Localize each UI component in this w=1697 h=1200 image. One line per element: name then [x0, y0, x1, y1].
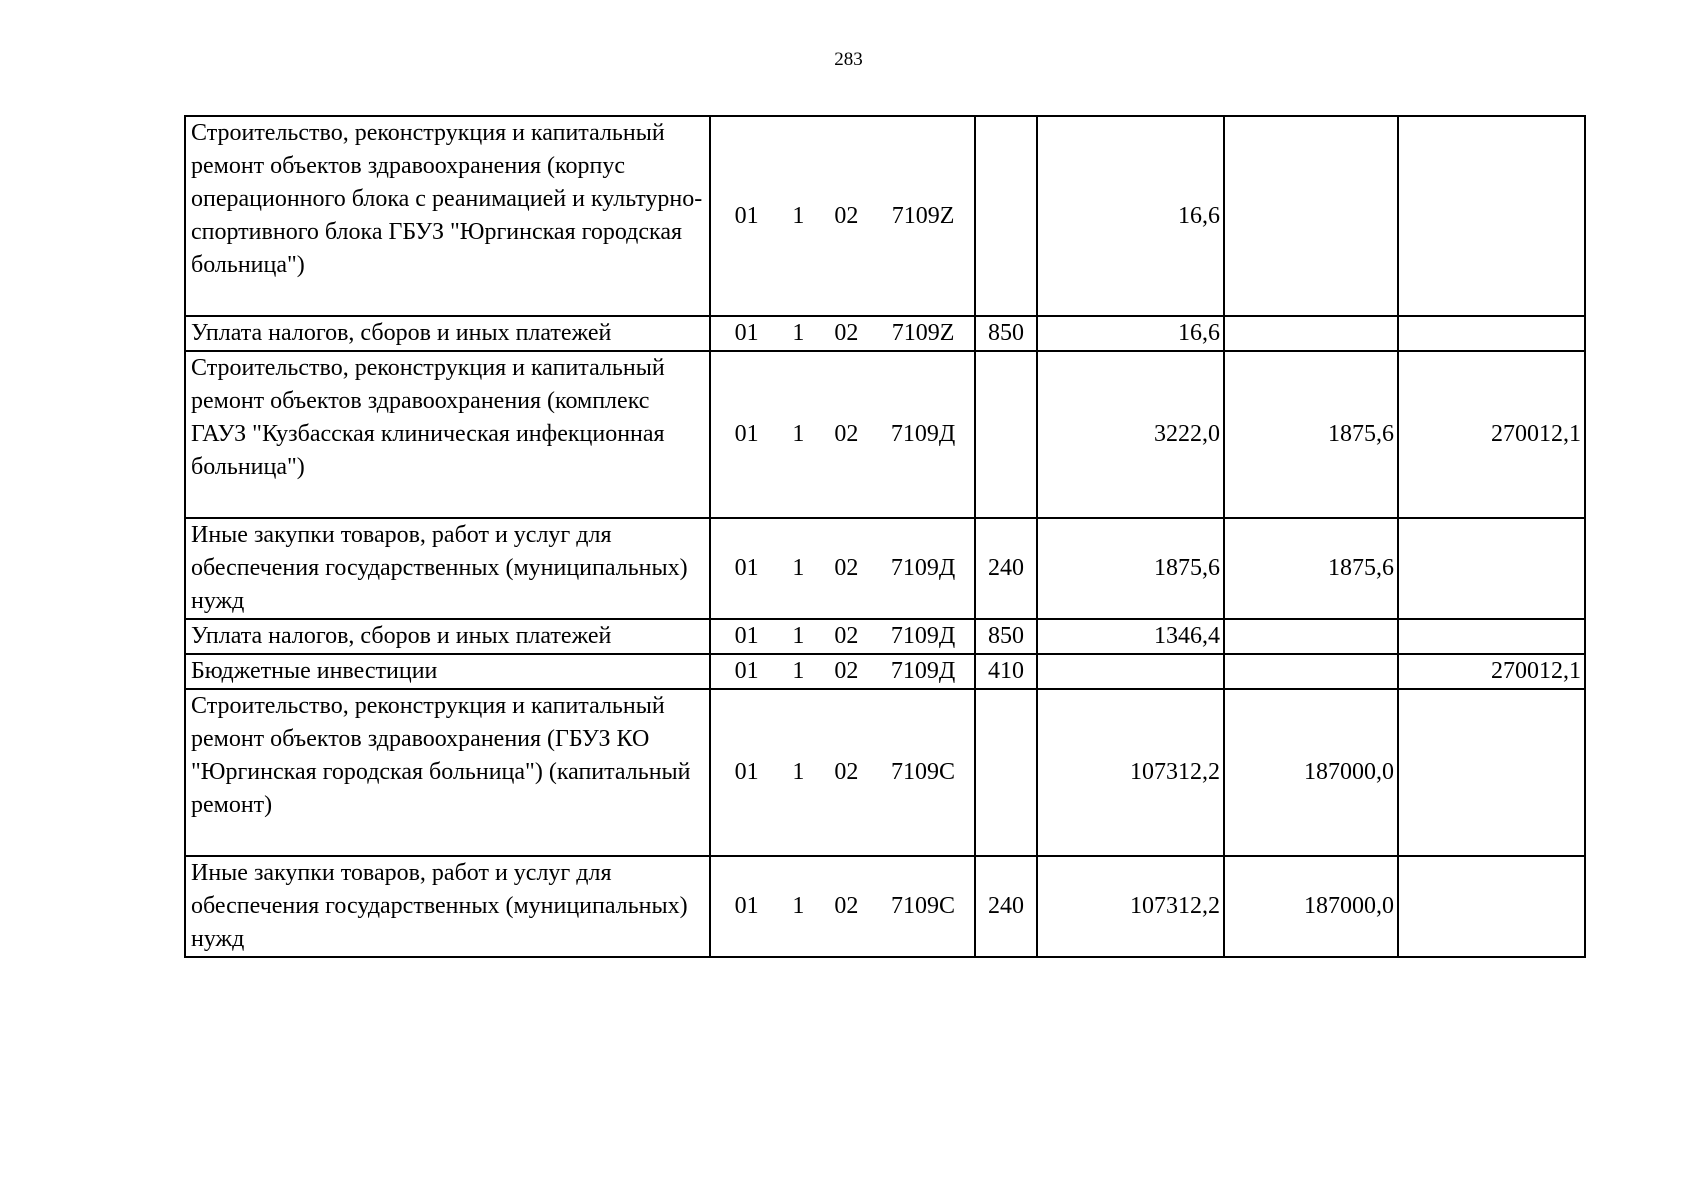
row-codes: [710, 619, 975, 654]
amount-year-2: 1875,6: [1224, 351, 1398, 518]
amount-year-2: 1875,6: [1224, 518, 1398, 619]
expense-type-code: 240: [975, 856, 1037, 957]
row-codes: [710, 689, 975, 856]
amount-year-1: 107312,2: [1037, 689, 1224, 856]
row-name: Иные закупки товаров, работ и услуг для обеспечения государственных (муниципальных) нужд: [185, 856, 710, 957]
subprogram-code: 1: [792, 658, 805, 684]
amount-year-2: [1224, 654, 1398, 689]
ministry-code: 01: [734, 623, 759, 649]
expense-type-code: 850: [975, 619, 1037, 654]
target-code: 7109Д: [890, 623, 956, 649]
amount-year-1: 1875,6: [1037, 518, 1224, 619]
target-code: 7109Z: [891, 320, 955, 346]
subprogram-code: 1: [792, 759, 805, 785]
subprogram-code: 1: [792, 555, 805, 581]
amount-year-3: 270012,1: [1398, 351, 1585, 518]
amount-year-3: [1398, 316, 1585, 351]
table-row: [185, 856, 1585, 957]
amount-year-3: [1398, 116, 1585, 316]
subprogram-code: 1: [792, 202, 805, 229]
table-row: [185, 654, 1585, 689]
amount-year-1: 16,6: [1037, 316, 1224, 351]
ministry-code: 01: [734, 421, 759, 447]
page-number: 283: [834, 49, 863, 70]
row-name: Строительство, реконструкция и капитальный ремонт объектов здравоохранения (корпус операционного блока с реанимацией и культурно-спортивного блока ГБУЗ "Юргинская городская больница"): [185, 116, 710, 316]
row-name: Строительство, реконструкция и капитальный ремонт объектов здравоохранения (ГБУЗ КО "Юргинская городская больница") (капитальный ремонт): [185, 689, 710, 856]
table-row: [185, 116, 1585, 316]
row-name: Строительство, реконструкция и капитальный ремонт объектов здравоохранения (комплекс ГАУЗ "Кузбасская клиническая инфекционная больница"): [185, 351, 710, 518]
target-code: 7109Д: [890, 658, 956, 684]
table-row: [185, 689, 1585, 856]
row-codes: [710, 351, 975, 518]
table-row: [185, 316, 1585, 351]
amount-year-1: 1346,4: [1037, 619, 1224, 654]
amount-year-3: [1398, 619, 1585, 654]
subprogram-code: 1: [792, 623, 805, 649]
row-name: Уплата налогов, сборов и иных платежей: [185, 619, 710, 654]
subprogram-code: 1: [792, 320, 805, 346]
main-event-code: 02: [834, 320, 859, 346]
amount-year-1: 3222,0: [1037, 351, 1224, 518]
subprogram-code: 1: [792, 421, 805, 447]
table-row: [185, 518, 1585, 619]
amount-year-2: 187000,0: [1224, 689, 1398, 856]
table-row: [185, 619, 1585, 654]
amount-year-1: 107312,2: [1037, 856, 1224, 957]
row-name: Уплата налогов, сборов и иных платежей: [185, 316, 710, 351]
main-event-code: 02: [834, 421, 859, 447]
target-code: 7109С: [891, 759, 956, 785]
row-codes: [710, 654, 975, 689]
target-code: 7109С: [891, 893, 956, 919]
amount-year-3: [1398, 689, 1585, 856]
subprogram-code: 1: [792, 893, 805, 919]
main-event-code: 02: [834, 623, 859, 649]
amount-year-3: 270012,1: [1398, 654, 1585, 689]
ministry-code: 01: [734, 658, 759, 684]
main-event-code: 02: [834, 202, 859, 229]
row-codes: [710, 518, 975, 619]
expense-type-code: 410: [975, 654, 1037, 689]
target-code: 7109Д: [890, 421, 956, 447]
row-codes: [710, 856, 975, 957]
ministry-code: 01: [734, 759, 759, 785]
amount-year-3: [1398, 518, 1585, 619]
expense-type-code: 240: [975, 518, 1037, 619]
main-event-code: 02: [834, 759, 859, 785]
expense-type-code: [975, 116, 1037, 316]
ministry-code: 01: [734, 893, 759, 919]
row-name: Бюджетные инвестиции: [185, 654, 710, 689]
amount-year-2: 187000,0: [1224, 856, 1398, 957]
amount-year-2: [1224, 316, 1398, 351]
amount-year-1: 16,6: [1037, 116, 1224, 316]
main-event-code: 02: [834, 658, 859, 684]
expense-type-code: [975, 351, 1037, 518]
row-name: Иные закупки товаров, работ и услуг для обеспечения государственных (муниципальных) нужд: [185, 518, 710, 619]
ministry-code: 01: [734, 202, 759, 229]
target-code: 7109Z: [891, 202, 955, 229]
amount-year-2: [1224, 116, 1398, 316]
budget-table: [184, 115, 1586, 958]
expense-type-code: [975, 689, 1037, 856]
ministry-code: 01: [734, 320, 759, 346]
target-code: 7109Д: [890, 555, 956, 581]
expense-type-code: 850: [975, 316, 1037, 351]
row-codes: [710, 316, 975, 351]
table-row: [185, 351, 1585, 518]
ministry-code: 01: [734, 555, 759, 581]
amount-year-1: [1037, 654, 1224, 689]
row-codes: [710, 116, 975, 316]
main-event-code: 02: [834, 555, 859, 581]
main-event-code: 02: [834, 893, 859, 919]
amount-year-3: [1398, 856, 1585, 957]
amount-year-2: [1224, 619, 1398, 654]
